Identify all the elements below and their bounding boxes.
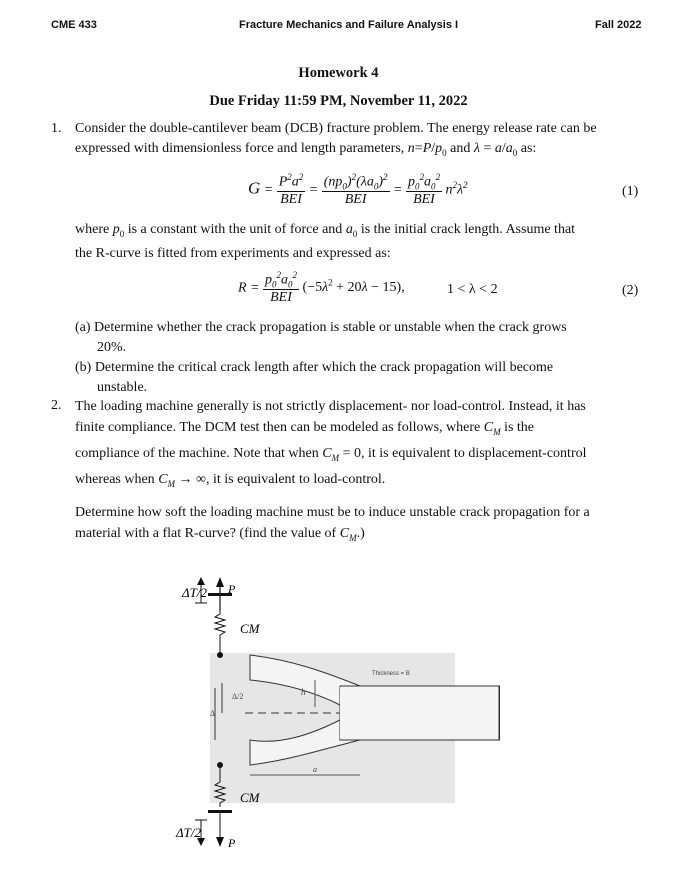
label-bottom-load: P <box>228 836 236 850</box>
label-thickness: Thickness = B <box>372 671 410 677</box>
bottom-plate <box>208 810 232 813</box>
q2-line4-b: , it is equivalent to load-control. <box>206 471 386 487</box>
course-code: CME 433 <box>51 19 97 31</box>
q2-line3-b: , it is equivalent to displacement-control <box>361 445 587 461</box>
top-pin <box>217 652 223 658</box>
equation-1-number: (1) <box>622 184 639 199</box>
q1-where-line2: the R-curve is fitted from experiments and expressed as: <box>75 245 391 261</box>
label-top-spring: CM <box>240 621 260 636</box>
q2-line2: finite compliance. The DCM test then can be modeled as follows, where $C_M$ is the <box>75 420 535 437</box>
q1-intro-text: expressed with dimensionless force and length parameters, <box>75 141 405 156</box>
due-date: Due Friday 11:59 PM, November 11, 2022 <box>209 93 468 109</box>
q2-line3-a: compliance of the machine. Note that when <box>75 445 319 461</box>
q1-where-c: is the initial crack length. Assume that <box>360 222 576 237</box>
top-disp-arrowhead <box>197 577 205 585</box>
label-bottom-spring: CM <box>240 790 260 805</box>
q2-line4: whereas when $C_M$ → ∞, it is equivalent to load-control. <box>75 471 386 489</box>
label-h: h <box>301 687 306 697</box>
q2-body <box>75 396 655 549</box>
q1-where-a: where <box>75 222 110 237</box>
label-top-load: P <box>228 582 236 596</box>
q1-where <box>75 220 655 264</box>
equation-1: G = $\frac{P^2a^2}{\text{BEI}}$ = $\frac{(np_0)^2(\lambda a_0)^2}{\text{BEI}}$ = $\frac{p_0^2a_0^2}{\text{BEI}}$ $n^2\lambda^2$ <box>248 172 468 208</box>
page-title: Homework 4 <box>298 65 379 81</box>
part-a-line2: 20%. <box>97 340 127 355</box>
q1-intro <box>75 119 655 163</box>
q2-line2-b: is the <box>504 420 535 435</box>
equation-2: R = $\frac{p_0^2a_0^2}{\text{BEI}}$ $(-5\lambda^2 + 20\lambda - 15)$, <box>238 270 405 306</box>
q2-line6-b: .) <box>356 526 365 542</box>
part-b-line2: unstable. <box>97 380 148 395</box>
q2-line4-a: whereas when <box>75 471 155 487</box>
label-a: a <box>313 765 317 774</box>
q2-line3: compliance of the machine. Note that when $C_M = 0$, it is equivalent to displacement-control <box>75 445 587 463</box>
q1-intro-line1: Consider the double-cantilever beam (DCB) fracture problem. The energy release rate can be <box>75 121 597 136</box>
q1-number: 1. <box>51 121 62 136</box>
q2-line1: The loading machine generally is not strictly displacement- nor load-control. Instead, it has <box>75 399 586 414</box>
label-top-disp: ΔT/2 <box>182 585 207 600</box>
label-bottom-disp: ΔT/2 <box>176 825 201 840</box>
dcb-figure <box>160 565 500 855</box>
label-delta: Δ <box>210 709 216 718</box>
beam-fill <box>340 687 499 739</box>
top-load-arrowhead <box>216 577 224 587</box>
q2-line2-a: finite compliance. The DCM test then can be modeled as follows, where <box>75 420 481 435</box>
q1-intro-and: and <box>450 141 471 156</box>
equation-2-range: 1 < λ < 2 <box>447 282 498 297</box>
q1-where-b: is a constant with the unit of force and <box>127 222 343 237</box>
part-a-line1: (a) Determine whether the crack propagation is stable or unstable when the crack grows <box>75 320 567 335</box>
label-half-delta: Δ/2 <box>232 692 244 701</box>
equation-2-number: (2) <box>622 283 639 298</box>
q2-line6: material with a flat R-curve? (find the value of $C_M$.) <box>75 526 365 544</box>
part-b-line1: (b) Determine the critical crack length after which the crack propagation will become <box>75 360 554 375</box>
q2-number: 2. <box>51 398 62 413</box>
term: Fall 2022 <box>595 19 642 31</box>
bottom-load-arrowhead <box>216 837 224 847</box>
course-title: Fracture Mechanics and Failure Analysis I <box>239 19 459 31</box>
q2-line6-a: material with a flat R-curve? (find the value of <box>75 526 337 542</box>
q2-line5: Determine how soft the loading machine must be to induce unstable crack propagation for a <box>75 505 590 521</box>
q1-parts <box>75 318 635 398</box>
q1-intro-as: as: <box>520 141 537 156</box>
q1-intro-line2: expressed with dimensionless force and length parameters, $n=P/p_0$ and $\lambda = a/a_0$ as: <box>75 141 537 158</box>
top-spring <box>215 610 225 639</box>
q1-where-line1: where $p_0$ is a constant with the unit of force and $a_0$ is the initial crack length. Assume that <box>75 222 576 239</box>
